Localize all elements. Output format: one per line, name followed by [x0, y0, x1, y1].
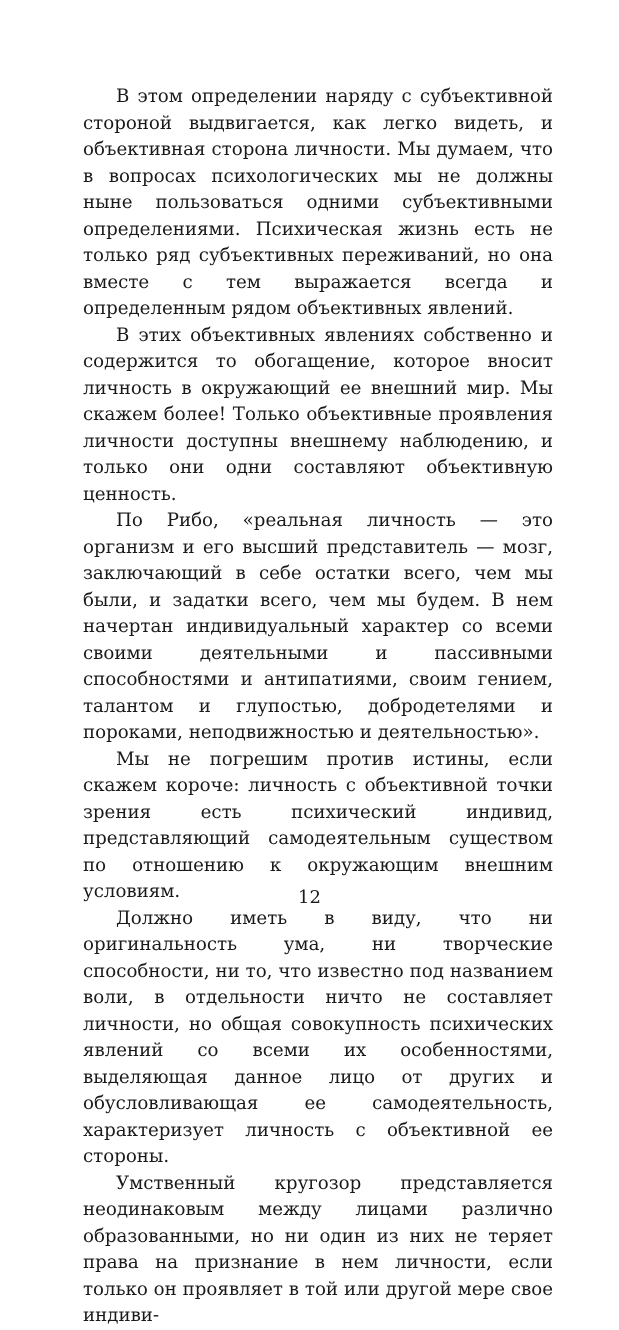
paragraph-5: Должно иметь в виду, что ни оригинальность ума, ни творческие способности, ни то, что известно под названием воли, в отдельности ничто не составляет личности, но общая совокупность психических явлений со всеми их особенностями, выделяющая данное лицо от других и обусловливающая ее самодеятельность, характеризует личность с объективной ее стороны. [83, 907, 553, 1167]
page-number: 12 [298, 887, 321, 908]
body-text [83, 84, 553, 1330]
paragraph-2: В этих объективных явлениях собственно и содержится то обогащение, которое вносит личность в окружающий ее внешний мир. Мы скажем более! Только объективные проявления личности доступны внешнему наблюдению, и только они одни составляют объективную ценность. [83, 324, 553, 505]
paragraph-4: Мы не погрешим против истины, если скажем короче: личность с объективной точки зрения есть психический индивид, представляющий самодеятельным существом по отношению к окружающим внешним условиям. [83, 748, 553, 902]
paragraph-6: Умственный кругозор представляется неодинаковым между лицами различно образованными, но ни один из них не теряет права на признание в нем личности, если только он проявляет в той или другой мере свое индиви- [83, 1172, 553, 1326]
paragraph-1: В этом определении наряду с субъективной стороной выдвигается, как легко видеть, и объективная сторона личности. Мы думаем, что в вопросах психологических мы не должны ныне пользоваться одними субъективными определениями. Психическая жизнь есть не только ряд субъективных переживаний, но она вместе с тем выражается всегда и определенным рядом объективных явлений. [83, 86, 553, 319]
paragraph-3: По Рибо, «реальная личность — это организм и его высший представитель — мозг, заключающий в себе остатки всего, чем мы были, и задатки всего, чем мы будем. В нем начертан индивидуальный характер со всеми своими деятельными и пассивными способностями и антипатиями, своим гением, талантом и глупостью, добродетелями и пороками, неподвижностью и деятельностью». [83, 510, 553, 743]
